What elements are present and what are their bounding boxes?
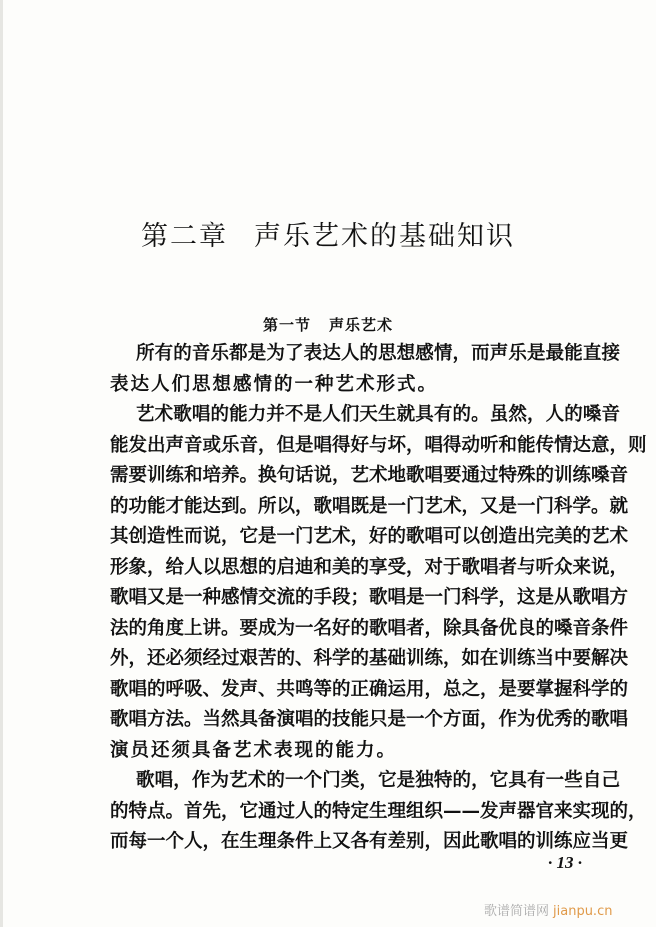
- text-line: 外，还必须经过艰苦的、科学的基础训练，如在训练当中要解决: [110, 648, 629, 669]
- text-line: 歌唱方法。当然具备演唱的技能只是一个方面，作为优秀的歌唱: [110, 709, 629, 730]
- text-line: 歌唱，作为艺术的一个门类，它是独特的，它具有一些自己: [136, 770, 620, 791]
- text-line: 形象，给人以思想的启迪和美的享受，对于歌唱者与听众来说，: [110, 556, 629, 578]
- section-name: 声乐艺术: [329, 316, 394, 335]
- chapter-title: [0, 214, 656, 253]
- chapter-number: 第二章: [141, 221, 228, 253]
- text-line: 演员还须具备艺术表现的能力。: [110, 739, 398, 761]
- text-line: 需要训练和培养。换句话说，艺术地歌唱要通过特殊的训练嗓音: [110, 465, 629, 486]
- text-line: 的功能才能达到。所以，歌唱既是一门艺术，又是一门科学。就: [110, 495, 629, 517]
- text-line: 表达人们思想感情的一种艺术形式。: [110, 373, 439, 395]
- watermark-site-name: 歌谱简谱网: [484, 904, 550, 919]
- scan-edge: [0, 0, 3, 927]
- text-line: 能发出声音或乐音，但是唱得好与坏，唱得动听和能传情达意，则: [110, 434, 647, 456]
- section-title: [0, 314, 656, 335]
- text-line: 所有的音乐都是为了表达人的思想感情，而声乐是最能直接: [136, 343, 620, 364]
- text-line: 歌唱的呼吸、发声、共鸣等的正确运用，总之，是要掌握科学的: [110, 678, 629, 700]
- watermark: [484, 900, 612, 919]
- section-number: 第一节: [262, 316, 311, 335]
- text-line: 其创造性而说，它是一门艺术，好的歌唱可以创造出完美的艺术: [110, 526, 629, 547]
- text-line: 艺术歌唱的能力并不是人们天生就具有的。虽然，人的嗓音: [136, 404, 620, 425]
- page-number: · 13 ·: [548, 853, 582, 872]
- text-line: 歌唱又是一种感情交流的手段；歌唱是一门科学，这是从歌唱方: [110, 587, 629, 608]
- watermark-url: jianpu.cn: [553, 904, 613, 919]
- text-line: 而每一个人，在生理条件上又各有差别，因此歌唱的训练应当更: [110, 831, 629, 852]
- text-line: 法的角度上讲。要成为一名好的歌唱者，除具备优良的嗓音条件: [110, 617, 629, 639]
- text-line: 的特点。首先，它通过人的特定生理组织——发声器官来实现的，: [110, 800, 647, 822]
- chapter-name: 声乐艺术的基础知识: [254, 221, 515, 253]
